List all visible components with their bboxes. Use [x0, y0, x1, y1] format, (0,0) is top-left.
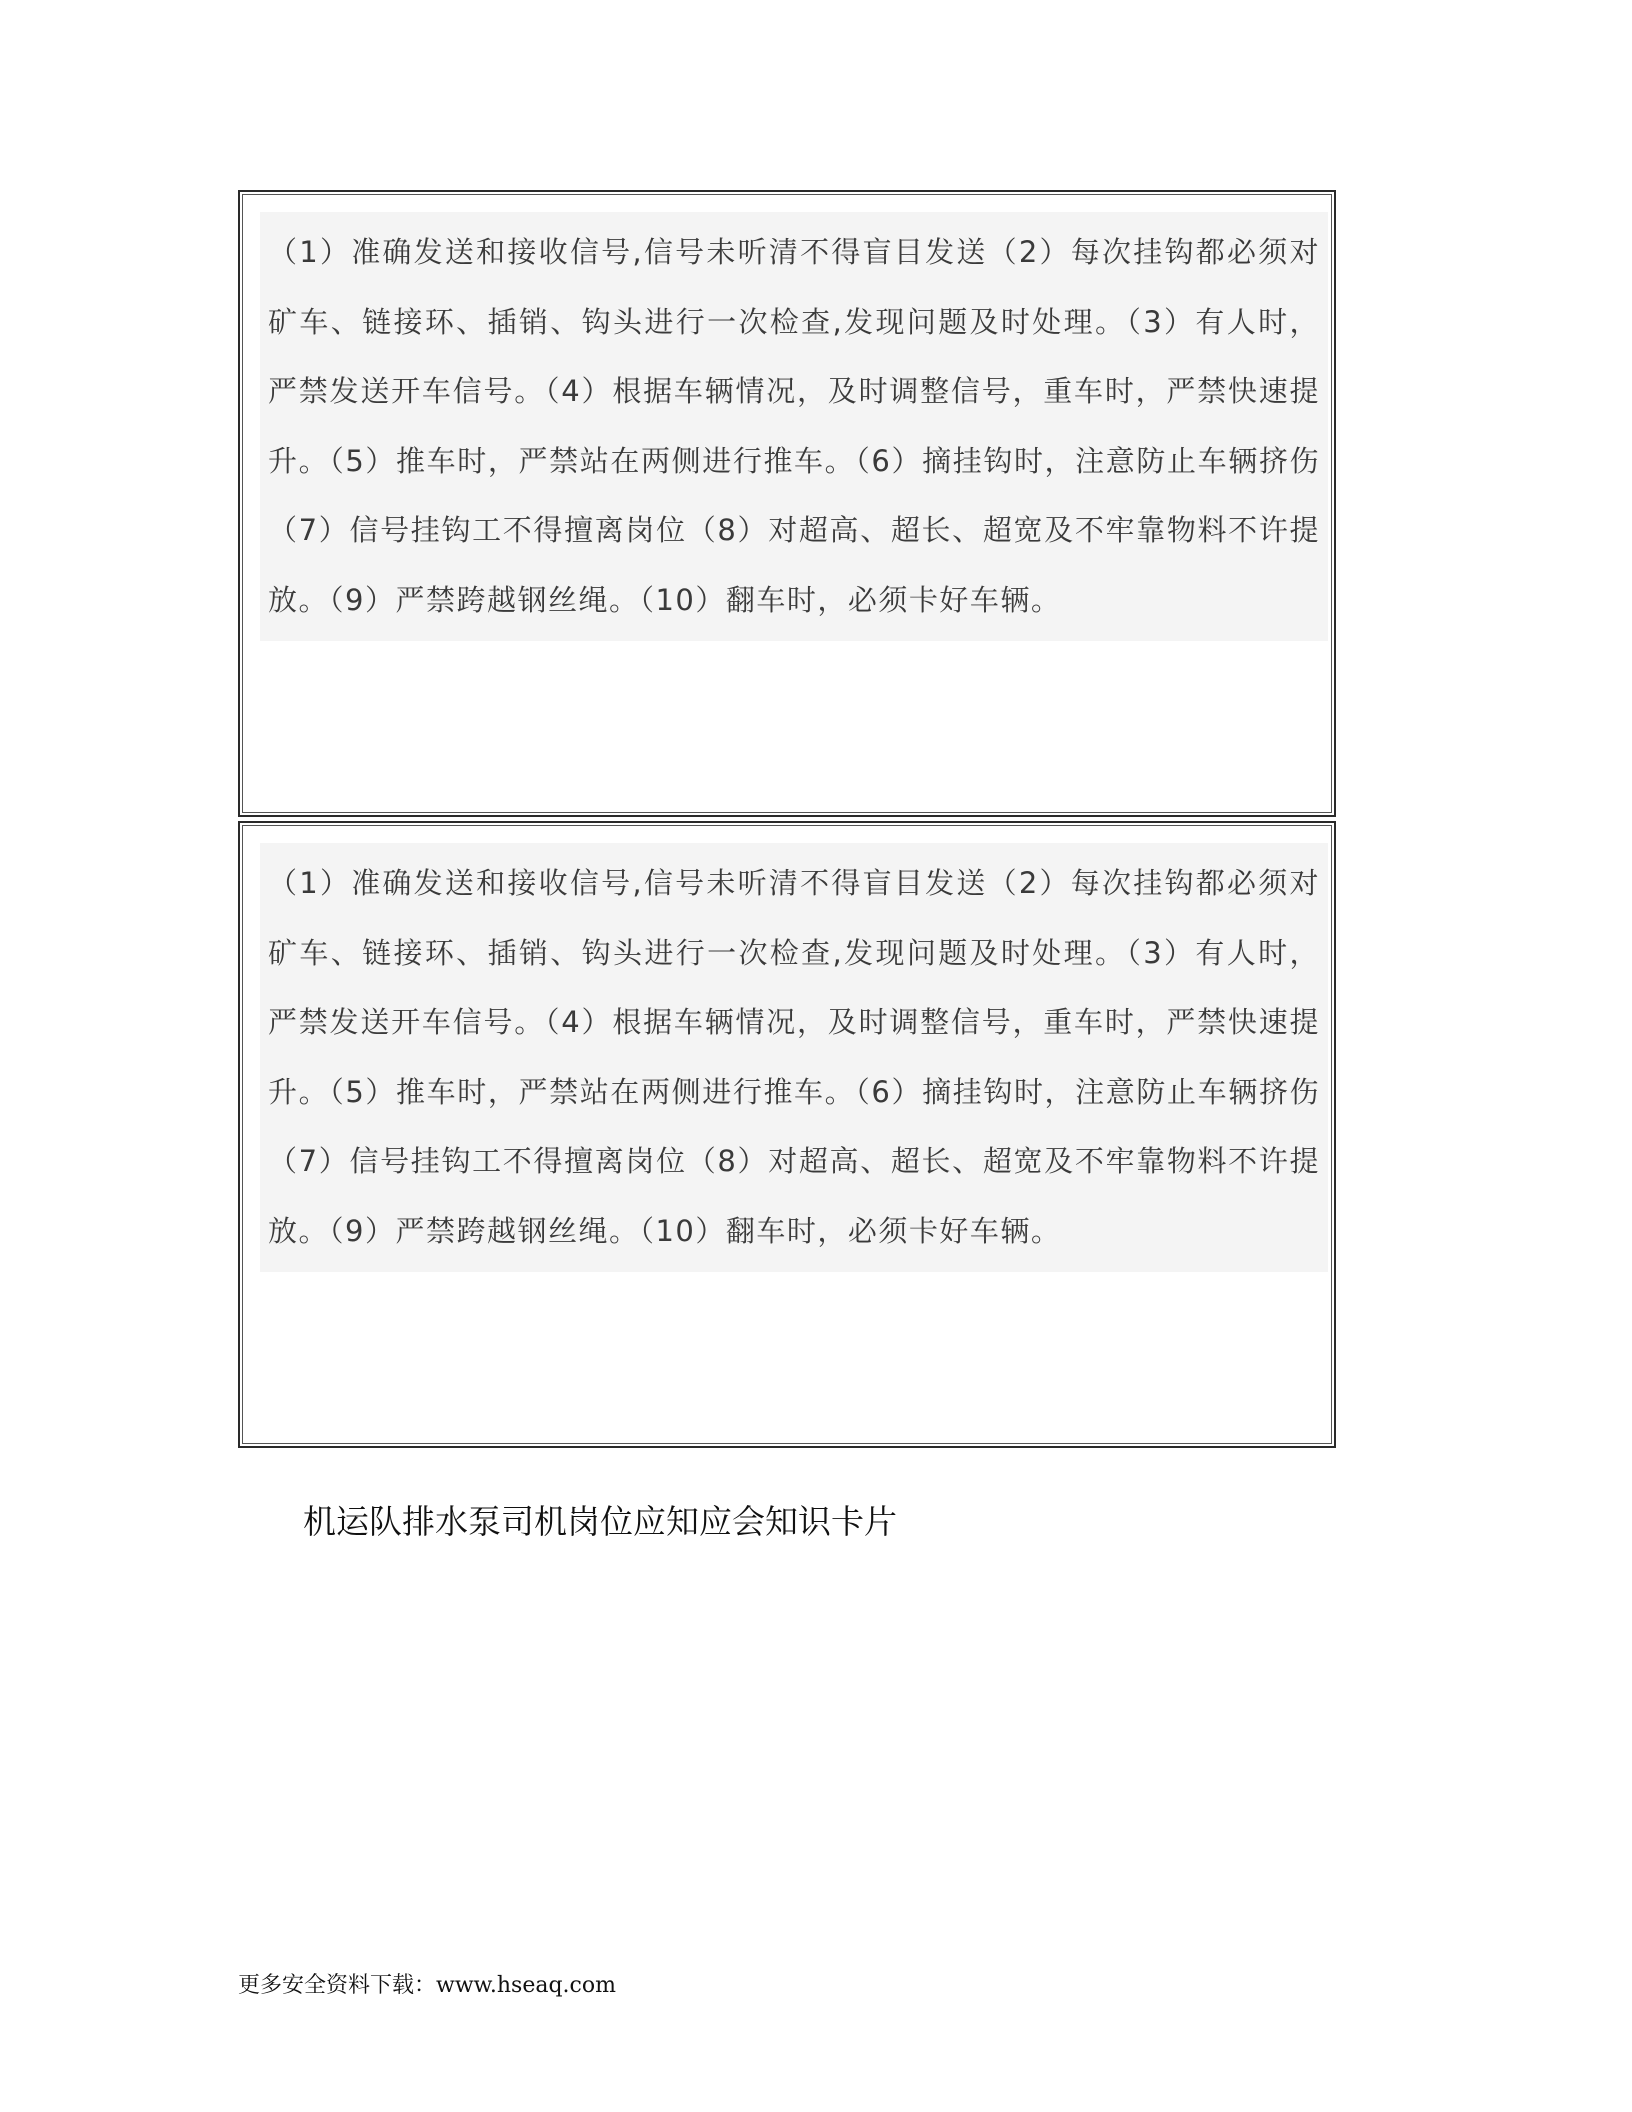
section-heading: 机运队排水泵司机岗位应知应会知识卡片 [303, 1502, 897, 1541]
card-2-text: （1）准确发送和接收信号,信号未听清不得盲目发送（2）每次挂钩都必须对矿车、链接环、插销、钩头进行一次检查,发现问题及时处理。（3）有人时，严禁发送开车信号。（4）根据车辆情况，及时调整信号，重车时，严禁快速提升。（5）推车时，严禁站在两侧进行推车。（6）摘挂钩时，注意防止车辆挤伤（7）信号挂钩工不得擅离岗位（8）对超高、超长、超宽及不牢靠物料不许提放。（9）严禁跨越钢丝绳。（10）翻车时，必须卡好车辆。 [260, 843, 1328, 1272]
footer-download-link[interactable]: 更多安全资料下载：www.hseaq.com [238, 1973, 616, 1998]
knowledge-card-2 [238, 821, 1336, 1448]
card-1-text: （1）准确发送和接收信号,信号未听清不得盲目发送（2）每次挂钩都必须对矿车、链接环、插销、钩头进行一次检查,发现问题及时处理。（3）有人时，严禁发送开车信号。（4）根据车辆情况，及时调整信号，重车时，严禁快速提升。（5）推车时，严禁站在两侧进行推车。（6）摘挂钩时，注意防止车辆挤伤（7）信号挂钩工不得擅离岗位（8）对超高、超长、超宽及不牢靠物料不许提放。（9）严禁跨越钢丝绳。（10）翻车时，必须卡好车辆。 [260, 212, 1328, 641]
knowledge-card-1 [238, 190, 1336, 817]
